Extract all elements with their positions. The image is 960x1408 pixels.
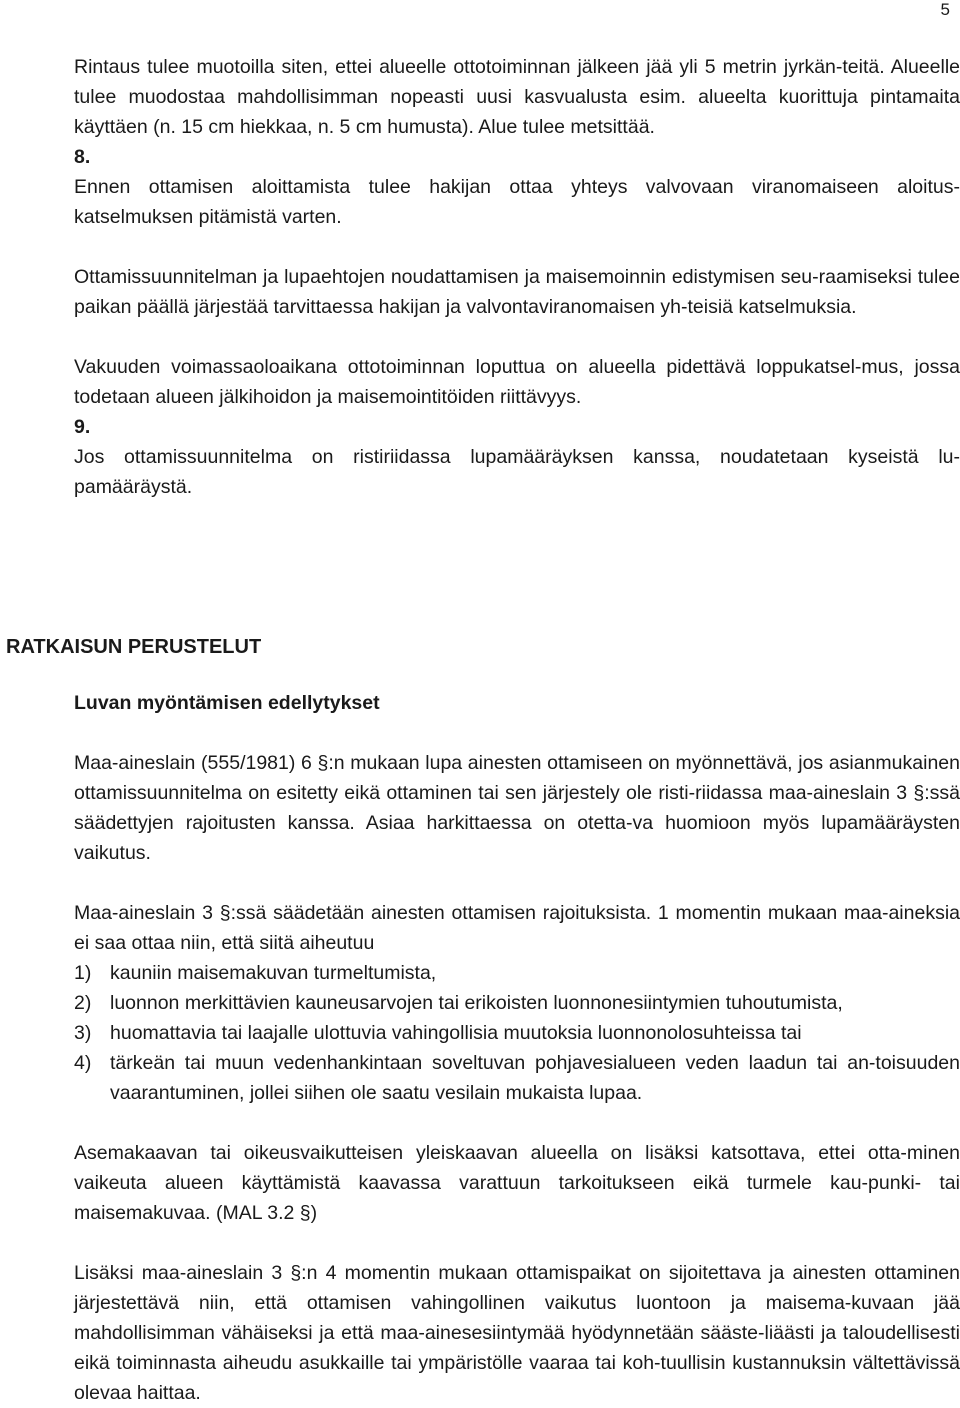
list-item-marker: 1)	[74, 962, 92, 984]
list-item-text: tärkeän tai muun vedenhankintaan soveltuvan pohjavesialueen veden laadun tai an-toisuuden vaarantuminen, jollei siihen ole saatu vesilain mukaista lupaa.	[110, 1052, 960, 1104]
reasons-body	[74, 688, 960, 1408]
list-item-text: huomattavia tai laajalle ulottuvia vahingollisia muutoksia luonnonolosuhteissa tai	[110, 1022, 802, 1044]
list-item-marker: 3)	[74, 1022, 92, 1044]
section-8-paragraph-3: Vakuuden voimassaoloaikana ottotoiminnan loputtua on alueella pidettävä loppukatsel-mus, jossa todetaan alueen jälkihoidon ja maisemointitöiden riittävyys.	[74, 356, 960, 408]
list-item	[74, 958, 960, 988]
list-item-marker: 2)	[74, 992, 92, 1014]
reasons-paragraph-2: Maa-aineslain 3 §:ssä säädetään ainesten ottamisen rajoituksista. 1 momentin mukaan maa-aineksia ei saa ottaa niin, että siitä aiheutuu	[74, 902, 960, 954]
section-9-paragraph-1: Jos ottamissuunnitelma on ristiriidassa lupamääräyksen kanssa, noudatetaan kyseistä lu-pamääräystä.	[74, 446, 960, 498]
reasons-paragraph-3: Asemakaavan tai oikeusvaikutteisen yleiskaavan alueella on lisäksi katsottava, ettei otta-minen vaikeuta alueen käyttämistä kaavassa varattuun tarkoitukseen eikä turmele kau-punki- tai maisemakuvaa. (MAL 3.2 §)	[74, 1142, 960, 1224]
reasons-heading: RATKAISUN PERUSTELUT	[6, 636, 262, 658]
list-item-marker: 4)	[74, 1052, 92, 1074]
reasons-paragraph-4: Lisäksi maa-aineslain 3 §:n 4 momentin mukaan ottamispaikat on sijoitettava ja ainesten ottaminen järjestettävä niin, että ottamisen vahingollinen vaikutus luontoon ja maisema-kuvaan jää mahdollisimman vähäiseksi ja että maa-ainesesiintymää hyödynnetään säästе-liäästi ja taloudellisesti eikä toiminnasta aiheudu asukkaille tai ympäristölle vaaraa tai koh-tuullisin kustannuksin vältettävissä olevaa haittaa.	[74, 1262, 960, 1404]
reasons-paragraph-1: Maa-aineslain (555/1981) 6 §:n mukaan lupa ainesten ottamiseen on myönnettävä, jos asianmukainen ottamissuunnitelma on esitetty eikä ottaminen tai sen järjestely ole risti-riidassa maa-aineslain 3 §:ssä säädettyjen rajoitusten kanssa. Asiaa harkittaessa on otetta-va huomioon myös lupamääräysten vaikutus.	[74, 752, 960, 864]
list-item	[74, 1018, 960, 1048]
section-9-number: 9.	[74, 416, 91, 438]
section-8-paragraph-2: Ottamissuunnitelman ja lupaehtojen noudattamisen ja maisemoinnin edistymisen seu-raamiseksi tulee paikan päällä järjestää tarvittaessa hakijan ja valvontaviranomaisen yh-teisiä katselmuksia.	[74, 266, 960, 318]
section-8-paragraph-1: Ennen ottamisen aloittamista tulee hakijan ottaa yhteys valvovaan viranomaiseen aloitus-katselmuksen pitämistä varten.	[74, 176, 960, 228]
restriction-list	[74, 958, 960, 1108]
reasons-subheading: Luvan myöntämisen edellytykset	[74, 692, 380, 714]
list-item	[74, 988, 960, 1018]
intro-paragraph: Rintaus tulee muotoilla siten, ettei alueelle ottotoiminnan jälkeen jää yli 5 metrin jyrkän-teitä. Alueelle tulee muodostaa mahdollisimman nopeasti uusi kasvualusta esim. alueelta kuorittuja pintamaita käyttäen (n. 15 cm hiekkaa, n. 5 cm humusta). Alue tulee metsittää.	[74, 56, 960, 138]
list-item	[74, 1048, 960, 1108]
section-8-number: 8.	[74, 146, 91, 168]
page-number: 5	[940, 0, 950, 19]
document-body	[74, 52, 960, 502]
list-item-text: kauniin maisemakuvan turmeltumista,	[110, 962, 437, 984]
list-item-text: luonnon merkittävien kauneusarvojen tai erikoisten luonnonesiintymien tuhoutumista,	[110, 992, 843, 1014]
